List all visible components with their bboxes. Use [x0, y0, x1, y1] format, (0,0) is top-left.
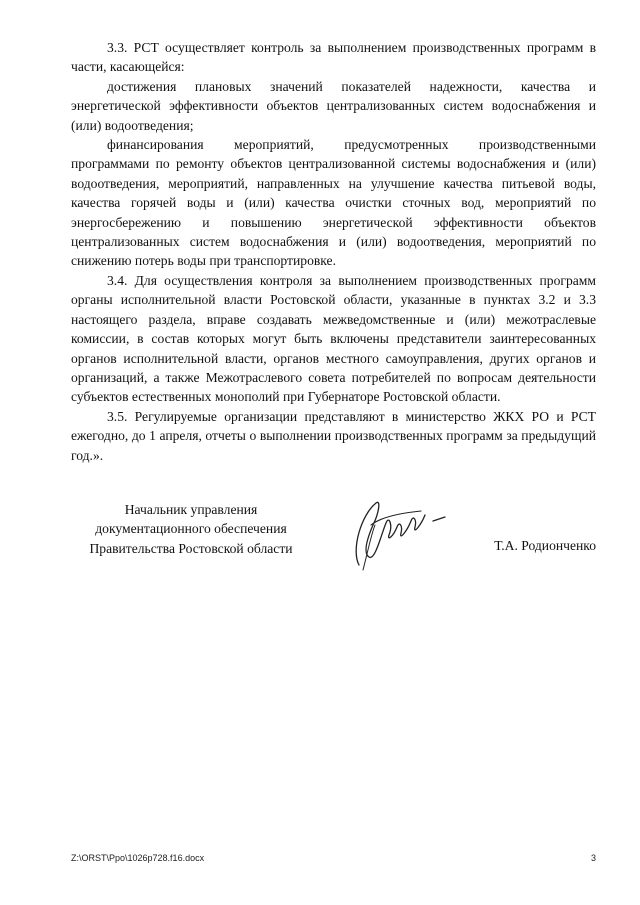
paragraph-3-5: 3.5. Регулируемые организации представляют в министерство ЖКХ РО и РСТ ежегодно, до 1 апреля, отчеты о выполнении производственных программ за предыдущий год.».: [71, 408, 596, 463]
file-path: Z:\ORST\Ppo\1026p728.f16.docx: [71, 853, 205, 863]
signatory-title-line: документационного обеспечения: [95, 521, 287, 537]
signatory-name: Т.А. Родионченко: [494, 538, 596, 553]
signature-block: [71, 500, 596, 590]
page-number: 3: [590, 853, 596, 863]
paragraph-3-4: 3.4. Для осуществления контроля за выполнением производственных программ органы исполнительной власти Ростовской области, указанные в пунктах 3.2 и 3.3 настоящего раздела, вправе создавать межведомственные и (или) межотраслевые комиссии, в состав которых могут быть включены представители заинтересованных органов исполнительной власти, органов местного самоуправления, других органов и организаций, а также Межотраслевого совета потребителей по вопросам деятельности субъектов естественных монополий при Губернаторе Ростовской области.: [71, 272, 596, 405]
handwritten-signature: [341, 495, 461, 580]
signatory-title-line: Начальник управления: [124, 502, 258, 517]
document-body: [71, 38, 596, 465]
paragraph-3-3: 3.3. РСТ осуществляет контроль за выполнением производственных программ в части, касающейся:: [71, 40, 596, 75]
paragraph-item-reliability: достижения плановых значений показателей надежности, качества и энергетической эффективности объектов централизованных систем водоснабжения и (или) водоотведения;: [71, 78, 596, 133]
paragraph-item-financing: финансирования мероприятий, предусмотренных производственными программами по ремонту объектов централизованной системы водоснабжения и (или) водоотведения, мероприятий, направленных на улучшение качества питьевой воды, качества горячей воды и (или) качества очистки сточных вод, мероприятий по энергосбережению и повышению энергетической эффективности объектов централизованных систем водоснабжения и (или) водоотведения, мероприятий по снижению потерь воды при транспортировке.: [71, 137, 596, 269]
signatory-title-line: Правительства Ростовской области: [89, 540, 293, 556]
signatory-title: [71, 500, 311, 558]
